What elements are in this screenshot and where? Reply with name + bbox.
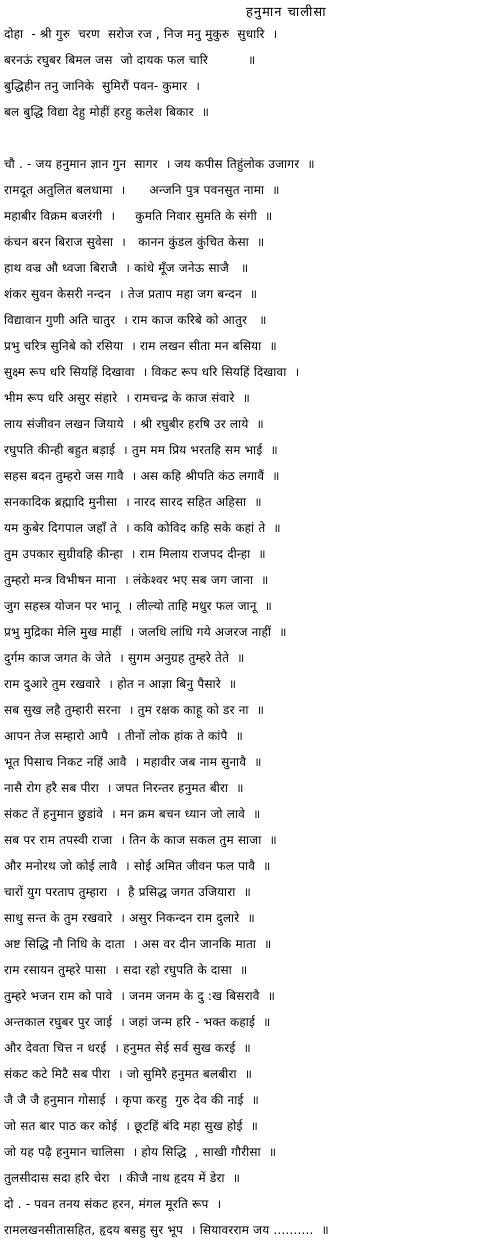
chaupai-line: यम कुबेर दिगपाल जहाँ ते । कवि कोविद कहि सके कहां ते ॥: [4, 521, 281, 535]
chaupai-line: सब सुख लहै तुम्हारी सरना । तुम रक्षक काहू को डर ना ॥: [4, 703, 265, 717]
chaupai-line: राम दुआरे तुम रखवारे । होत न आज्ञा बिनु पैसारे ॥: [4, 677, 237, 691]
chaupai-line: महाबीर विक्रम बजरंगी । कुमति निवार सुमति के संगी ॥: [4, 209, 273, 223]
chaupai-line: प्रभु चरित्र सुनिबे को रसिया । राम लखन सीता मन बसिया ॥: [4, 339, 277, 353]
chaupai-line: सब पर राम तपस्वी राजा । तिन के काज सकल तुम साजा ॥: [4, 833, 277, 847]
chaupai-line: जो यह पढ़ै हनुमान चालिसा । होय सिद्धि , साखी गौरीसा ॥: [4, 1145, 277, 1159]
chaupai-line: चारों युग परताप तुम्हारा । है प्रसिद्ध जगत उजियारा ॥: [4, 885, 251, 899]
chaupai-line: नासै रोग हरै सब पीरा । जपत निरन्तर हनुमत बीरा ॥: [4, 781, 244, 795]
chaupai-line: और मनोरथ जो कोई लावै । सोई अमित जीवन फल पावै ॥: [4, 859, 271, 873]
chaupai-line: चौ . - जय हनुमान ज्ञान गुन सागर । जय कपीस तिहुंलोक उजागर ॥: [4, 157, 315, 171]
chaupai-line: तुम्हरे भजन राम को पावे । जनम जनम के दु :ख बिसरावै ॥: [4, 989, 276, 1003]
doha-line: बुद्धिहीन तनु जानिके सुमिरौं पवन- कुमार ।: [4, 79, 201, 93]
chaupai-line: संकट कटे मिटै सब पीरा । जो सुमिरै हनुमत बलबीरा ॥: [4, 1067, 253, 1081]
chaupai-line: अष्ट सिद्धि नौ निधि के दाता । अस वर दीन जानकि माता ॥: [4, 937, 272, 951]
chaupai-line: सनकादिक ब्रह्मादि मुनीसा । नारद सारद सहित अहिसा ॥: [4, 495, 262, 509]
chaupai-line: साधु सन्त के तुम रखवारे । असुर निकन्दन राम दुलारे ॥: [4, 911, 255, 925]
chaupai-line: विद्यावान गुणी अति चातुर । राम काज करिबे को आतुर ॥: [4, 313, 267, 327]
chaupai-line: कंचन बरन बिराज सुवेसा । कानन कुंडल कुंचित केसा ॥: [4, 235, 265, 249]
doha-line: दोहा - श्री गुरु चरण सरोज रज , निज मनु मुकुरु सुधारि ।: [4, 27, 278, 41]
chaupai-line: सुक्ष्म रूप धरि सियहिं दिखावा । विकट रूप धरि सियहिं दिखावा ।: [4, 365, 300, 379]
chaupai-line: भीम रूप धरि असुर संहारे । रामचन्द्र के काज संवारे ॥: [4, 391, 250, 405]
closing-doha-line: रामलखनसीतासहित, हृदय बसहु सुर भूप । सियावरराम जय .......... ॥: [4, 1223, 329, 1237]
closing-doha-line: दो . - पवन तनय संकट हरन, मंगल मूरति रूप ।: [4, 1197, 222, 1211]
chaupai-line: आपन तेज सम्हारो आपै । तीनों लोक हांक ते कांपै ॥: [4, 729, 243, 743]
chaupai-line: जुग सहस्त्र योजन पर भानू । लील्यो ताहि मधुर फल जानू ॥: [4, 599, 273, 613]
chaupai-line: और देवता चित्त न धरई । हनुमत सेई सर्व सुख करई ॥: [4, 1041, 251, 1055]
chaupai-line: शंकर सुवन केसरी नन्दन । तेज प्रताप महा जग बन्दन ॥: [4, 287, 258, 301]
chaupai-line: हाथ वज्र औ ध्वजा बिराजै । कांधे मूँज जनेऊ साजै ॥: [4, 261, 249, 275]
chaupai-line: तुम उपकार सुग्रीवहि कीन्हा । राम मिलाय राजपद दीन्हा ॥: [4, 547, 266, 561]
page-title: हनुमान चालीसा: [246, 5, 327, 20]
chaupai-line: अन्तकाल रघुबर पुर जाई । जहां जन्म हरि - भक्त कहाई ॥: [4, 1015, 271, 1029]
chaupai-line: तुम्हरो मन्त्र विभीषन माना । लंकेश्वर भए सब जग जाना ॥: [4, 573, 269, 587]
chaupai-line: राम रसायन तुम्हरे पासा । सदा रहो रघुपति के दासा ॥: [4, 963, 248, 977]
chaupai-line: रामदूत अतुलित बलधामा । अन्जनि पुत्र पवनसुत नामा ॥: [4, 183, 280, 197]
chaupai-line: रघुपति कीन्ही बहुत बड़ाई । तुम मम प्रिय भरतहि सम भाई ॥: [4, 443, 278, 457]
chaupai-line: दुर्गम काज जगत के जेते । सुगम अनुग्रह तुम्हरे तेते ॥: [4, 651, 245, 665]
chaupai-line: जै जै जै हनुमान गोसाई । कृपा करहु गुरु देव की नाई ॥: [4, 1093, 260, 1107]
chaupai-line: भूत पिसाच निकट नहिं आवै । महावीर जब नाम सुनावै ॥: [4, 755, 262, 769]
chaupai-line: प्रभु मुद्रिका मेलि मुख माहीं । जलधि लांधि गये अजरज नाहीं ॥: [4, 625, 287, 639]
doha-line: बल बुद्धि विद्या देहु मोहीं हरहु कलेश बिकार ॥: [4, 105, 210, 119]
doha-line: बरनऊं रघुबर बिमल जस जो दायक फल चारि ॥: [4, 53, 256, 67]
chaupai-line: लाय संजीवन लखन जियाये । श्री रघुबीर हरषि उर लाये ॥: [4, 417, 264, 431]
chaupai-line: संकट तें हनुमान छुडांवे । मन क्रम बचन ध्यान जो लावे ॥: [4, 807, 261, 821]
chaupai-line: तुलसीदास सदा हरि चेरा । कीजै नाथ हृदय में डेरा ॥: [4, 1171, 241, 1185]
chaupai-line: सहस बदन तुम्हरो जस गावै । अस कहि श्रीपति कंठ लगावैं ॥: [4, 469, 280, 483]
chaupai-line: जो सत बार पाठ कर कोई । छूटहिं बंदि महा सुख होई ॥: [4, 1119, 259, 1133]
